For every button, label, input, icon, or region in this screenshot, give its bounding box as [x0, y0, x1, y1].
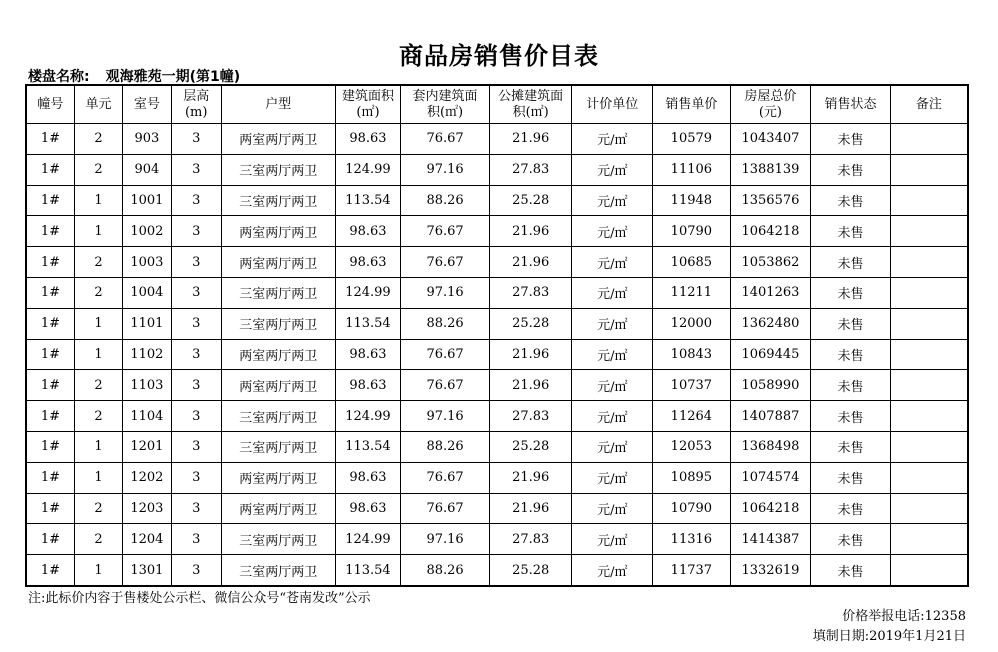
table-cell: 21.96 — [489, 462, 572, 493]
table-cell: 1074574 — [730, 462, 811, 493]
column-header — [74, 85, 122, 124]
table-cell: 97.16 — [401, 401, 490, 432]
table-cell: 113.54 — [335, 308, 400, 339]
table-cell: 3 — [171, 124, 221, 155]
table-cell: 1407887 — [730, 401, 811, 432]
table-cell: 1053862 — [730, 247, 811, 278]
table-cell: 1064218 — [730, 493, 811, 524]
table-cell: 1# — [26, 339, 74, 370]
table-cell: 2 — [74, 277, 122, 308]
table-cell: 21.96 — [489, 370, 572, 401]
table-cell: 1003 — [123, 247, 171, 278]
table-cell: 两室两厅两卫 — [221, 462, 335, 493]
table-cell — [890, 370, 968, 401]
table-cell: 903 — [123, 124, 171, 155]
table-body — [26, 124, 968, 586]
table-cell: 3 — [171, 154, 221, 185]
table-cell: 三室两厅两卫 — [221, 154, 335, 185]
table-cell: 11106 — [653, 154, 731, 185]
column-header-text: (元) — [758, 104, 783, 120]
table-cell: 3 — [171, 431, 221, 462]
table-cell: 1 — [74, 462, 122, 493]
table-cell: 1# — [26, 431, 74, 462]
table-cell: 98.63 — [335, 247, 400, 278]
table-cell: 1# — [26, 462, 74, 493]
table-cell: 1301 — [123, 555, 171, 586]
table-cell: 1 — [74, 339, 122, 370]
table-cell: 10790 — [653, 493, 731, 524]
column-header-text: 室号 — [133, 96, 160, 112]
table-cell: 1101 — [123, 308, 171, 339]
table-cell — [890, 493, 968, 524]
table-row — [26, 154, 968, 185]
column-header-text: 户型 — [265, 96, 292, 112]
table-cell: 元/㎡ — [572, 277, 653, 308]
table-cell: 元/㎡ — [572, 154, 653, 185]
table-cell — [890, 462, 968, 493]
table-cell: 未售 — [811, 216, 891, 247]
column-header — [811, 85, 891, 124]
table-cell: 88.26 — [401, 431, 490, 462]
column-header — [489, 85, 572, 124]
column-header-text: (m) — [184, 104, 208, 120]
table-cell: 1# — [26, 555, 74, 586]
table-cell: 904 — [123, 154, 171, 185]
project-name: 观海雅苑一期(第1幢) — [105, 69, 241, 85]
table-cell: 1# — [26, 185, 74, 216]
table-cell: 1043407 — [730, 124, 811, 155]
table-cell: 两室两厅两卫 — [221, 370, 335, 401]
table-cell: 25.28 — [489, 555, 572, 586]
table-cell: 1# — [26, 493, 74, 524]
table-cell: 124.99 — [335, 277, 400, 308]
column-header — [335, 85, 400, 124]
table-cell: 2 — [74, 154, 122, 185]
table-cell: 两室两厅两卫 — [221, 339, 335, 370]
table-cell: 1# — [26, 216, 74, 247]
table-cell: 2 — [74, 370, 122, 401]
table-cell: 3 — [171, 185, 221, 216]
table-cell: 21.96 — [489, 247, 572, 278]
table-cell — [890, 277, 968, 308]
table-cell: 1 — [74, 555, 122, 586]
table-cell: 三室两厅两卫 — [221, 524, 335, 555]
table-row — [26, 462, 968, 493]
table-cell: 3 — [171, 247, 221, 278]
table-cell: 1# — [26, 524, 74, 555]
table-cell: 3 — [171, 493, 221, 524]
page-title: 商品房销售价目表 — [399, 42, 599, 70]
project-label: 楼盘名称: — [28, 69, 90, 85]
table-row — [26, 524, 968, 555]
column-header — [730, 85, 811, 124]
table-cell: 未售 — [811, 370, 891, 401]
table-cell: 1356576 — [730, 185, 811, 216]
table-cell: 27.83 — [489, 154, 572, 185]
table-cell: 1 — [74, 431, 122, 462]
table-row — [26, 370, 968, 401]
price-table — [25, 84, 969, 587]
table-cell: 2 — [74, 124, 122, 155]
table-cell: 10579 — [653, 124, 731, 155]
table-cell: 97.16 — [401, 154, 490, 185]
table-cell: 1 — [74, 216, 122, 247]
column-header-text: 套内建筑面 — [412, 88, 478, 104]
table-row — [26, 431, 968, 462]
table-cell: 1201 — [123, 431, 171, 462]
table-row — [26, 339, 968, 370]
table-cell: 未售 — [811, 154, 891, 185]
table-cell: 1332619 — [730, 555, 811, 586]
table-row — [26, 247, 968, 278]
table-row — [26, 277, 968, 308]
table-cell: 27.83 — [489, 524, 572, 555]
table-cell: 三室两厅两卫 — [221, 277, 335, 308]
column-header-text: 计价单位 — [586, 96, 639, 112]
table-cell: 元/㎡ — [572, 493, 653, 524]
column-header-text: 单元 — [85, 96, 112, 112]
table-cell: 未售 — [811, 462, 891, 493]
table-cell: 1001 — [123, 185, 171, 216]
table-cell: 元/㎡ — [572, 431, 653, 462]
table-cell: 25.28 — [489, 431, 572, 462]
table-cell: 两室两厅两卫 — [221, 124, 335, 155]
table-cell: 1# — [26, 370, 74, 401]
column-header-text: 备注 — [915, 96, 942, 112]
table-row — [26, 401, 968, 432]
column-header-text: (㎡) — [356, 104, 380, 120]
column-header-text: 建筑面积 — [341, 88, 394, 104]
table-cell: 未售 — [811, 555, 891, 586]
column-header — [401, 85, 490, 124]
table-cell: 1414387 — [730, 524, 811, 555]
table-row — [26, 185, 968, 216]
table-cell: 1368498 — [730, 431, 811, 462]
table-cell: 124.99 — [335, 524, 400, 555]
table-cell: 1069445 — [730, 339, 811, 370]
column-header — [653, 85, 731, 124]
column-header — [890, 85, 968, 124]
table-cell: 10685 — [653, 247, 731, 278]
table-cell: 1# — [26, 124, 74, 155]
table-cell: 76.67 — [401, 339, 490, 370]
table-cell: 元/㎡ — [572, 185, 653, 216]
table-cell: 113.54 — [335, 555, 400, 586]
table-cell: 三室两厅两卫 — [221, 308, 335, 339]
price-report-hotline: 价格举报电话:12358 — [842, 609, 966, 624]
column-header-text: 幢号 — [37, 96, 64, 112]
table-cell: 1 — [74, 185, 122, 216]
table-cell: 未售 — [811, 185, 891, 216]
table-cell: 3 — [171, 339, 221, 370]
table-cell — [890, 185, 968, 216]
table-cell: 76.67 — [401, 462, 490, 493]
table-cell: 3 — [171, 216, 221, 247]
table-row — [26, 308, 968, 339]
table-row — [26, 124, 968, 155]
table-row — [26, 555, 968, 586]
table-cell: 三室两厅两卫 — [221, 185, 335, 216]
table-cell: 113.54 — [335, 431, 400, 462]
column-header-text: 积(㎡) — [512, 104, 549, 120]
table-cell: 76.67 — [401, 493, 490, 524]
table-cell — [890, 308, 968, 339]
column-header — [26, 85, 74, 124]
column-header — [572, 85, 653, 124]
table-cell: 1203 — [123, 493, 171, 524]
table-cell: 1058990 — [730, 370, 811, 401]
table-cell — [890, 216, 968, 247]
table-cell: 三室两厅两卫 — [221, 401, 335, 432]
table-cell: 21.96 — [489, 339, 572, 370]
table-cell: 98.63 — [335, 493, 400, 524]
table-cell: 未售 — [811, 401, 891, 432]
table-cell: 113.54 — [335, 185, 400, 216]
table-cell: 21.96 — [489, 493, 572, 524]
table-cell: 11737 — [653, 555, 731, 586]
table-cell: 98.63 — [335, 124, 400, 155]
table-cell: 未售 — [811, 277, 891, 308]
footnote: 注:此标价内容于售楼处公示栏、微信公众号“苍南发改”公示 — [28, 591, 371, 606]
table-cell: 3 — [171, 555, 221, 586]
table-cell: 3 — [171, 370, 221, 401]
table-cell: 2 — [74, 524, 122, 555]
table-cell: 1# — [26, 401, 74, 432]
table-cell: 1104 — [123, 401, 171, 432]
table-cell — [890, 339, 968, 370]
table-cell: 1102 — [123, 339, 171, 370]
table-cell: 1# — [26, 154, 74, 185]
table-cell: 元/㎡ — [572, 401, 653, 432]
table-cell: 1204 — [123, 524, 171, 555]
table-cell: 未售 — [811, 247, 891, 278]
column-header-text: 积(㎡) — [426, 104, 464, 120]
table-cell: 11316 — [653, 524, 731, 555]
table-cell: 25.28 — [489, 185, 572, 216]
table-cell: 1# — [26, 308, 74, 339]
table-cell: 88.26 — [401, 555, 490, 586]
table-cell — [890, 431, 968, 462]
table-cell: 11948 — [653, 185, 731, 216]
table-cell: 98.63 — [335, 462, 400, 493]
table-cell: 元/㎡ — [572, 216, 653, 247]
table-cell: 1202 — [123, 462, 171, 493]
table-cell — [890, 524, 968, 555]
table-cell: 88.26 — [401, 308, 490, 339]
table-cell: 1103 — [123, 370, 171, 401]
table-cell — [890, 247, 968, 278]
table-cell: 10790 — [653, 216, 731, 247]
table-cell: 1401263 — [730, 277, 811, 308]
table-cell: 未售 — [811, 524, 891, 555]
table-cell: 3 — [171, 524, 221, 555]
table-cell — [890, 124, 968, 155]
column-header-text: 销售状态 — [824, 96, 877, 112]
table-cell: 未售 — [811, 308, 891, 339]
table-cell: 10895 — [653, 462, 731, 493]
table-cell: 三室两厅两卫 — [221, 555, 335, 586]
table-cell: 98.63 — [335, 370, 400, 401]
table-cell: 21.96 — [489, 216, 572, 247]
table-cell: 76.67 — [401, 216, 490, 247]
table-cell: 98.63 — [335, 216, 400, 247]
table-cell: 两室两厅两卫 — [221, 216, 335, 247]
table-cell: 两室两厅两卫 — [221, 247, 335, 278]
table-cell: 11211 — [653, 277, 731, 308]
table-cell: 12000 — [653, 308, 731, 339]
table-row — [26, 493, 968, 524]
table-cell: 元/㎡ — [572, 524, 653, 555]
table-cell: 2 — [74, 247, 122, 278]
table-cell: 1 — [74, 308, 122, 339]
column-header-text: 公摊建筑面 — [498, 88, 564, 104]
table-cell: 76.67 — [401, 124, 490, 155]
table-cell: 3 — [171, 401, 221, 432]
table-cell: 元/㎡ — [572, 308, 653, 339]
table-cell: 10843 — [653, 339, 731, 370]
column-header-text: 销售单价 — [665, 96, 718, 112]
table-cell: 10737 — [653, 370, 731, 401]
column-header-text: 层高 — [183, 88, 210, 104]
table-cell: 元/㎡ — [572, 247, 653, 278]
table-cell: 1# — [26, 277, 74, 308]
table-cell: 元/㎡ — [572, 339, 653, 370]
table-cell: 27.83 — [489, 277, 572, 308]
table-cell: 88.26 — [401, 185, 490, 216]
table-cell — [890, 555, 968, 586]
table-cell: 3 — [171, 277, 221, 308]
table-cell: 97.16 — [401, 524, 490, 555]
column-header — [171, 85, 221, 124]
table-cell: 1002 — [123, 216, 171, 247]
table-cell: 76.67 — [401, 370, 490, 401]
table-cell: 1004 — [123, 277, 171, 308]
table-cell: 124.99 — [335, 154, 400, 185]
fill-date: 填制日期:2019年1月21日 — [812, 629, 966, 644]
table-cell: 三室两厅两卫 — [221, 431, 335, 462]
table-cell: 1362480 — [730, 308, 811, 339]
table-cell: 未售 — [811, 124, 891, 155]
table-header-row — [26, 85, 968, 124]
table-cell: 元/㎡ — [572, 555, 653, 586]
table-cell — [890, 401, 968, 432]
table-cell: 1064218 — [730, 216, 811, 247]
table-cell: 21.96 — [489, 124, 572, 155]
table-row — [26, 216, 968, 247]
table-cell: 元/㎡ — [572, 462, 653, 493]
table-cell: 未售 — [811, 339, 891, 370]
table-cell: 2 — [74, 401, 122, 432]
table-cell: 3 — [171, 462, 221, 493]
table-cell: 11264 — [653, 401, 731, 432]
table-cell: 元/㎡ — [572, 370, 653, 401]
table-cell: 两室两厅两卫 — [221, 493, 335, 524]
table-cell: 76.67 — [401, 247, 490, 278]
column-header — [123, 85, 171, 124]
table-cell: 2 — [74, 493, 122, 524]
table-cell: 124.99 — [335, 401, 400, 432]
table-cell: 12053 — [653, 431, 731, 462]
project-name-line — [28, 66, 240, 86]
table-cell: 27.83 — [489, 401, 572, 432]
table-cell: 3 — [171, 308, 221, 339]
table-cell: 未售 — [811, 493, 891, 524]
column-header-text: 房屋总价 — [744, 88, 797, 104]
column-header — [221, 85, 335, 124]
table-cell: 1388139 — [730, 154, 811, 185]
table-cell: 98.63 — [335, 339, 400, 370]
table-cell: 元/㎡ — [572, 124, 653, 155]
table-cell: 1# — [26, 247, 74, 278]
table-cell — [890, 154, 968, 185]
table-cell: 未售 — [811, 431, 891, 462]
table-cell: 25.28 — [489, 308, 572, 339]
table-cell: 97.16 — [401, 277, 490, 308]
